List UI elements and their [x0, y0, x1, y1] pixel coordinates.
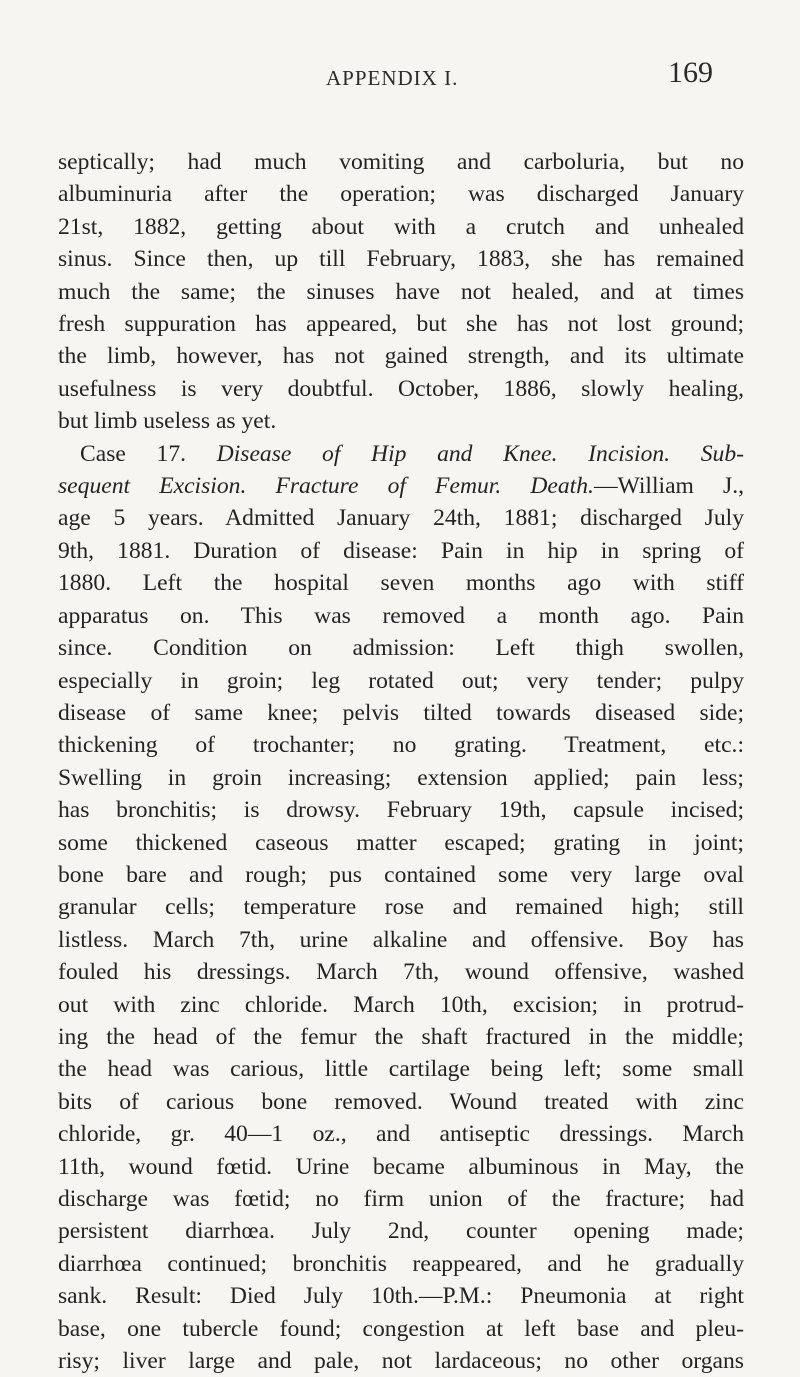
case-heading-line — [58, 470, 744, 502]
text-line: 21st, 1882, getting about with a crutch and unhealed — [58, 213, 744, 240]
text-line: base, one tubercle found; congestion at left base and pleu- — [58, 1315, 744, 1342]
text-line: since. Condition on admission: Left thigh swollen, — [58, 635, 744, 662]
body-text — [58, 146, 744, 1377]
text-line: out with zinc chloride. March 10th, excision; in protrud- — [58, 991, 744, 1018]
running-title: APPENDIX I. — [326, 66, 459, 90]
text-line: disease of same knee; pelvis tilted towards diseased side; — [58, 699, 744, 726]
text-line: sinus. Since then, up till February, 1883, she has remained — [58, 246, 744, 273]
text-line: 1880. Left the hospital seven months ago with stiff — [58, 570, 744, 597]
text-line: sank. Result: Died July 10th.—P.M.: Pneumonia at right — [58, 1283, 744, 1310]
text-line: listless. March 7th, urine alkaline and offensive. Boy has — [58, 926, 744, 953]
text-line: septically; had much vomiting and carboluria, but no — [58, 149, 744, 175]
case-number: Case 17. — [80, 440, 217, 467]
text-line: granular cells; temperature rose and remained high; still — [58, 894, 744, 921]
text-line: some thickened caseous matter escaped; grating in joint; — [58, 829, 744, 856]
text-line: the limb, however, has not gained strength, and its ultimate — [58, 343, 744, 370]
text-line: usefulness is very doubtful. October, 1886, slowly healing, — [58, 375, 744, 402]
page-number: 169 — [668, 56, 713, 89]
text-line: fresh suppuration has appeared, but she has not lost ground; — [58, 311, 744, 338]
text-line: 9th, 1881. Duration of disease: Pain in hip in spring of — [58, 537, 744, 564]
text-line: bone bare and rough; pus contained some very large oval — [58, 861, 744, 888]
text-line: age 5 years. Admitted January 24th, 1881; discharged July — [58, 505, 744, 532]
text-line: discharge was fœtid; no firm union of the fracture; had — [58, 1186, 744, 1212]
text-line: apparatus on. This was removed a month ago. Pain — [58, 602, 744, 629]
text-line: but limb useless as yet. — [58, 408, 277, 435]
text-line: much the same; the sinuses have not healed, and at times — [58, 278, 744, 305]
case-heading-line — [58, 438, 744, 470]
text-line: risy; liver large and pale, not lardaceous; no other organs — [58, 1348, 744, 1375]
text-line: 11th, wound fœtid. Urine became albuminous in May, the — [58, 1153, 744, 1180]
text-line: diarrhœa continued; bronchitis reappeared, and he gradually — [58, 1250, 744, 1277]
case-title: Disease of Hip and Knee. Incision. Sub- — [216, 440, 744, 467]
text-line: fouled his dressings. March 7th, wound offensive, washed — [58, 959, 744, 986]
text-line: the head was carious, little cartilage being left; some small — [58, 1056, 744, 1083]
text-line: especially in groin; leg rotated out; very tender; pulpy — [58, 667, 744, 694]
case-title-continued: sequent Excision. Fracture of Femur. Death. — [58, 473, 594, 500]
text-line: thickening of trochanter; no grating. Treatment, etc.: — [58, 732, 744, 759]
text-line: albuminuria after the operation; was discharged January — [58, 181, 744, 208]
patient-name: —William J., — [593, 473, 745, 500]
text-line: has bronchitis; is drowsy. February 19th, capsule incised; — [58, 797, 744, 824]
text-line: persistent diarrhœa. July 2nd, counter opening made; — [58, 1218, 744, 1245]
text-line: Swelling in groin increasing; extension applied; pain less; — [58, 764, 744, 791]
text-line: ing the head of the femur the shaft fractured in the middle; — [58, 1023, 744, 1050]
text-line: chloride, gr. 40—1 oz., and antiseptic dressings. March — [58, 1121, 744, 1148]
text-line: bits of carious bone removed. Wound treated with zinc — [58, 1088, 744, 1115]
